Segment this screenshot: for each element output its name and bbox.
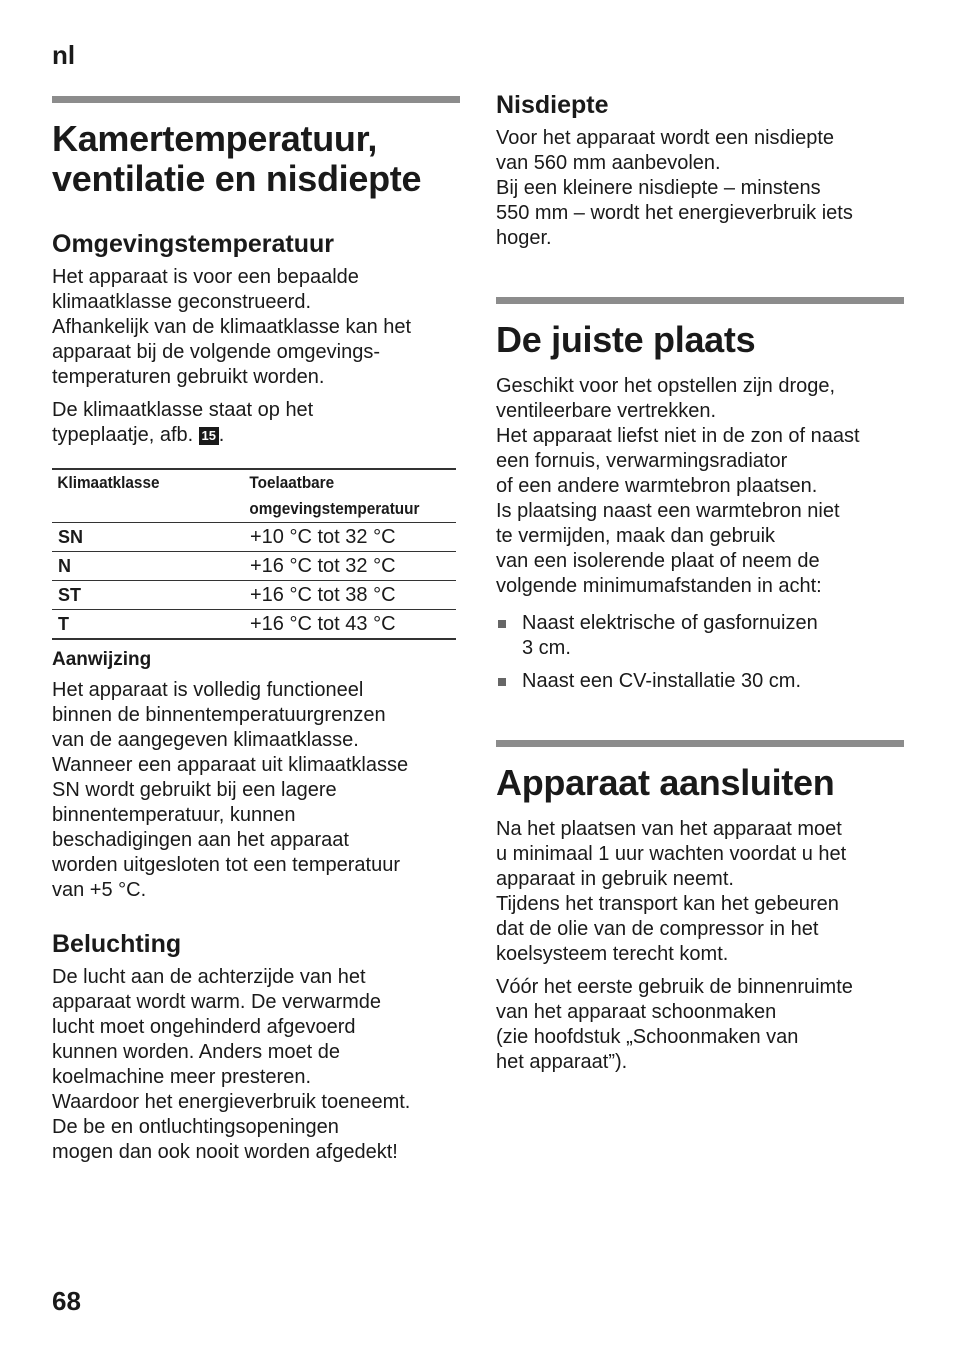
page-number: 68 bbox=[52, 1286, 81, 1316]
table-row: ST +16 °C tot 38 °C bbox=[52, 581, 456, 610]
section-title-kamertemperatuur: Kamertemperatuur, ventilatie en nisdiepte bbox=[52, 118, 422, 199]
heading-beluchting: Beluchting bbox=[52, 930, 182, 958]
heading-nisdiepte: Nisdiepte bbox=[496, 91, 609, 119]
distance-list bbox=[496, 611, 904, 694]
table-row: N +16 °C tot 32 °C bbox=[52, 552, 456, 581]
heading-aanwijzing: Aanwijzing bbox=[52, 649, 152, 670]
section-title-juiste-plaats: De juiste plaats bbox=[496, 319, 756, 360]
list-item: Naast een CV-installatie 30 cm. bbox=[496, 669, 904, 694]
section-rule bbox=[496, 740, 904, 747]
table-header-klimaatklasse: Klimaatklasse bbox=[52, 469, 225, 523]
table-header-temperatuur: Toelaatbare omgevingstemperatuur bbox=[244, 469, 435, 523]
paragraph-typeplaatje: De klimaatklasse staat op het typeplaatje, afb. 15 . bbox=[52, 399, 314, 446]
paragraph-aansluiten-2: Vóór het eerste gebruik de binnenruimte van het apparaat schoonmaken (zie hoofdstuk „Schoonmaken van het apparaat”). bbox=[496, 976, 853, 1073]
figure-reference-badge: 15 bbox=[199, 427, 219, 445]
square-bullet-icon bbox=[498, 678, 506, 686]
right-column bbox=[496, 90, 904, 1075]
section-rule bbox=[496, 297, 904, 304]
paragraph-omgeving: Het apparaat is voor een bepaalde klimaatklasse geconstrueerd. Afhankelijk van de klimaatklasse kan het apparaat bij de volgende omgevings- temperaturen gebruikt worden. bbox=[52, 266, 412, 388]
heading-omgevingstemperatuur: Omgevingstemperatuur bbox=[52, 230, 335, 258]
paragraph-aansluiten-1: Na het plaatsen van het apparaat moet u minimaal 1 uur wachten voordat u het apparaat in gebruik neemt. Tijdens het transport kan het gebeuren dat de olie van de compressor in het koelsysteem terecht komt. bbox=[496, 818, 847, 965]
paragraph-aanwijzing: Het apparaat is volledig functioneel binnen de binnentemperatuurgrenzen van de aangegeven klimaatklasse. Wanneer een apparaat uit klimaatklasse SN wordt gebruikt bij een lagere binnentemperatuur, kunnen beschadigingen aan het apparaat worden uitgesloten tot een temperatuur van +5 °C. bbox=[52, 679, 409, 901]
paragraph-beluchting: De lucht aan de achterzijde van het apparaat wordt warm. De verwarmde lucht moet ongehinderd afgevoerd kunnen worden. Anders moet de koelmachine meer presteren. Waardoor het energieverbruik toeneemt. De be en ontluchtingsopeningen mogen dan ook nooit worden afgedekt! bbox=[52, 966, 411, 1163]
table-row: T +16 °C tot 43 °C bbox=[52, 610, 456, 640]
square-bullet-icon bbox=[498, 620, 506, 628]
climate-class-table bbox=[52, 468, 456, 640]
paragraph-nisdiepte: Voor het apparaat wordt een nisdiepte van 560 mm aanbevolen. Bij een kleinere nisdiepte – minstens 550 mm – wordt het energieverbruik iets hoger. bbox=[496, 127, 853, 249]
section-title-aansluiten: Apparaat aansluiten bbox=[496, 762, 835, 803]
language-tag: nl bbox=[52, 40, 76, 70]
paragraph-plaats: Geschikt voor het opstellen zijn droge, ventileerbare vertrekken. Het apparaat liefst niet in de zon of naast een fornuis, verwarmingsradiator of een andere warmtebron plaatsen. Is plaatsing naast een warmtebron niet te vermijden, maak dan gebruik van een isolerende plaat of neem de volgende minimumafstanden in acht: bbox=[496, 375, 860, 597]
left-column bbox=[52, 96, 460, 1165]
table-row: SN +10 °C tot 32 °C bbox=[52, 523, 456, 552]
list-item: Naast elektrische of gasfornuizen 3 cm. bbox=[496, 611, 904, 661]
section-rule bbox=[52, 96, 460, 103]
